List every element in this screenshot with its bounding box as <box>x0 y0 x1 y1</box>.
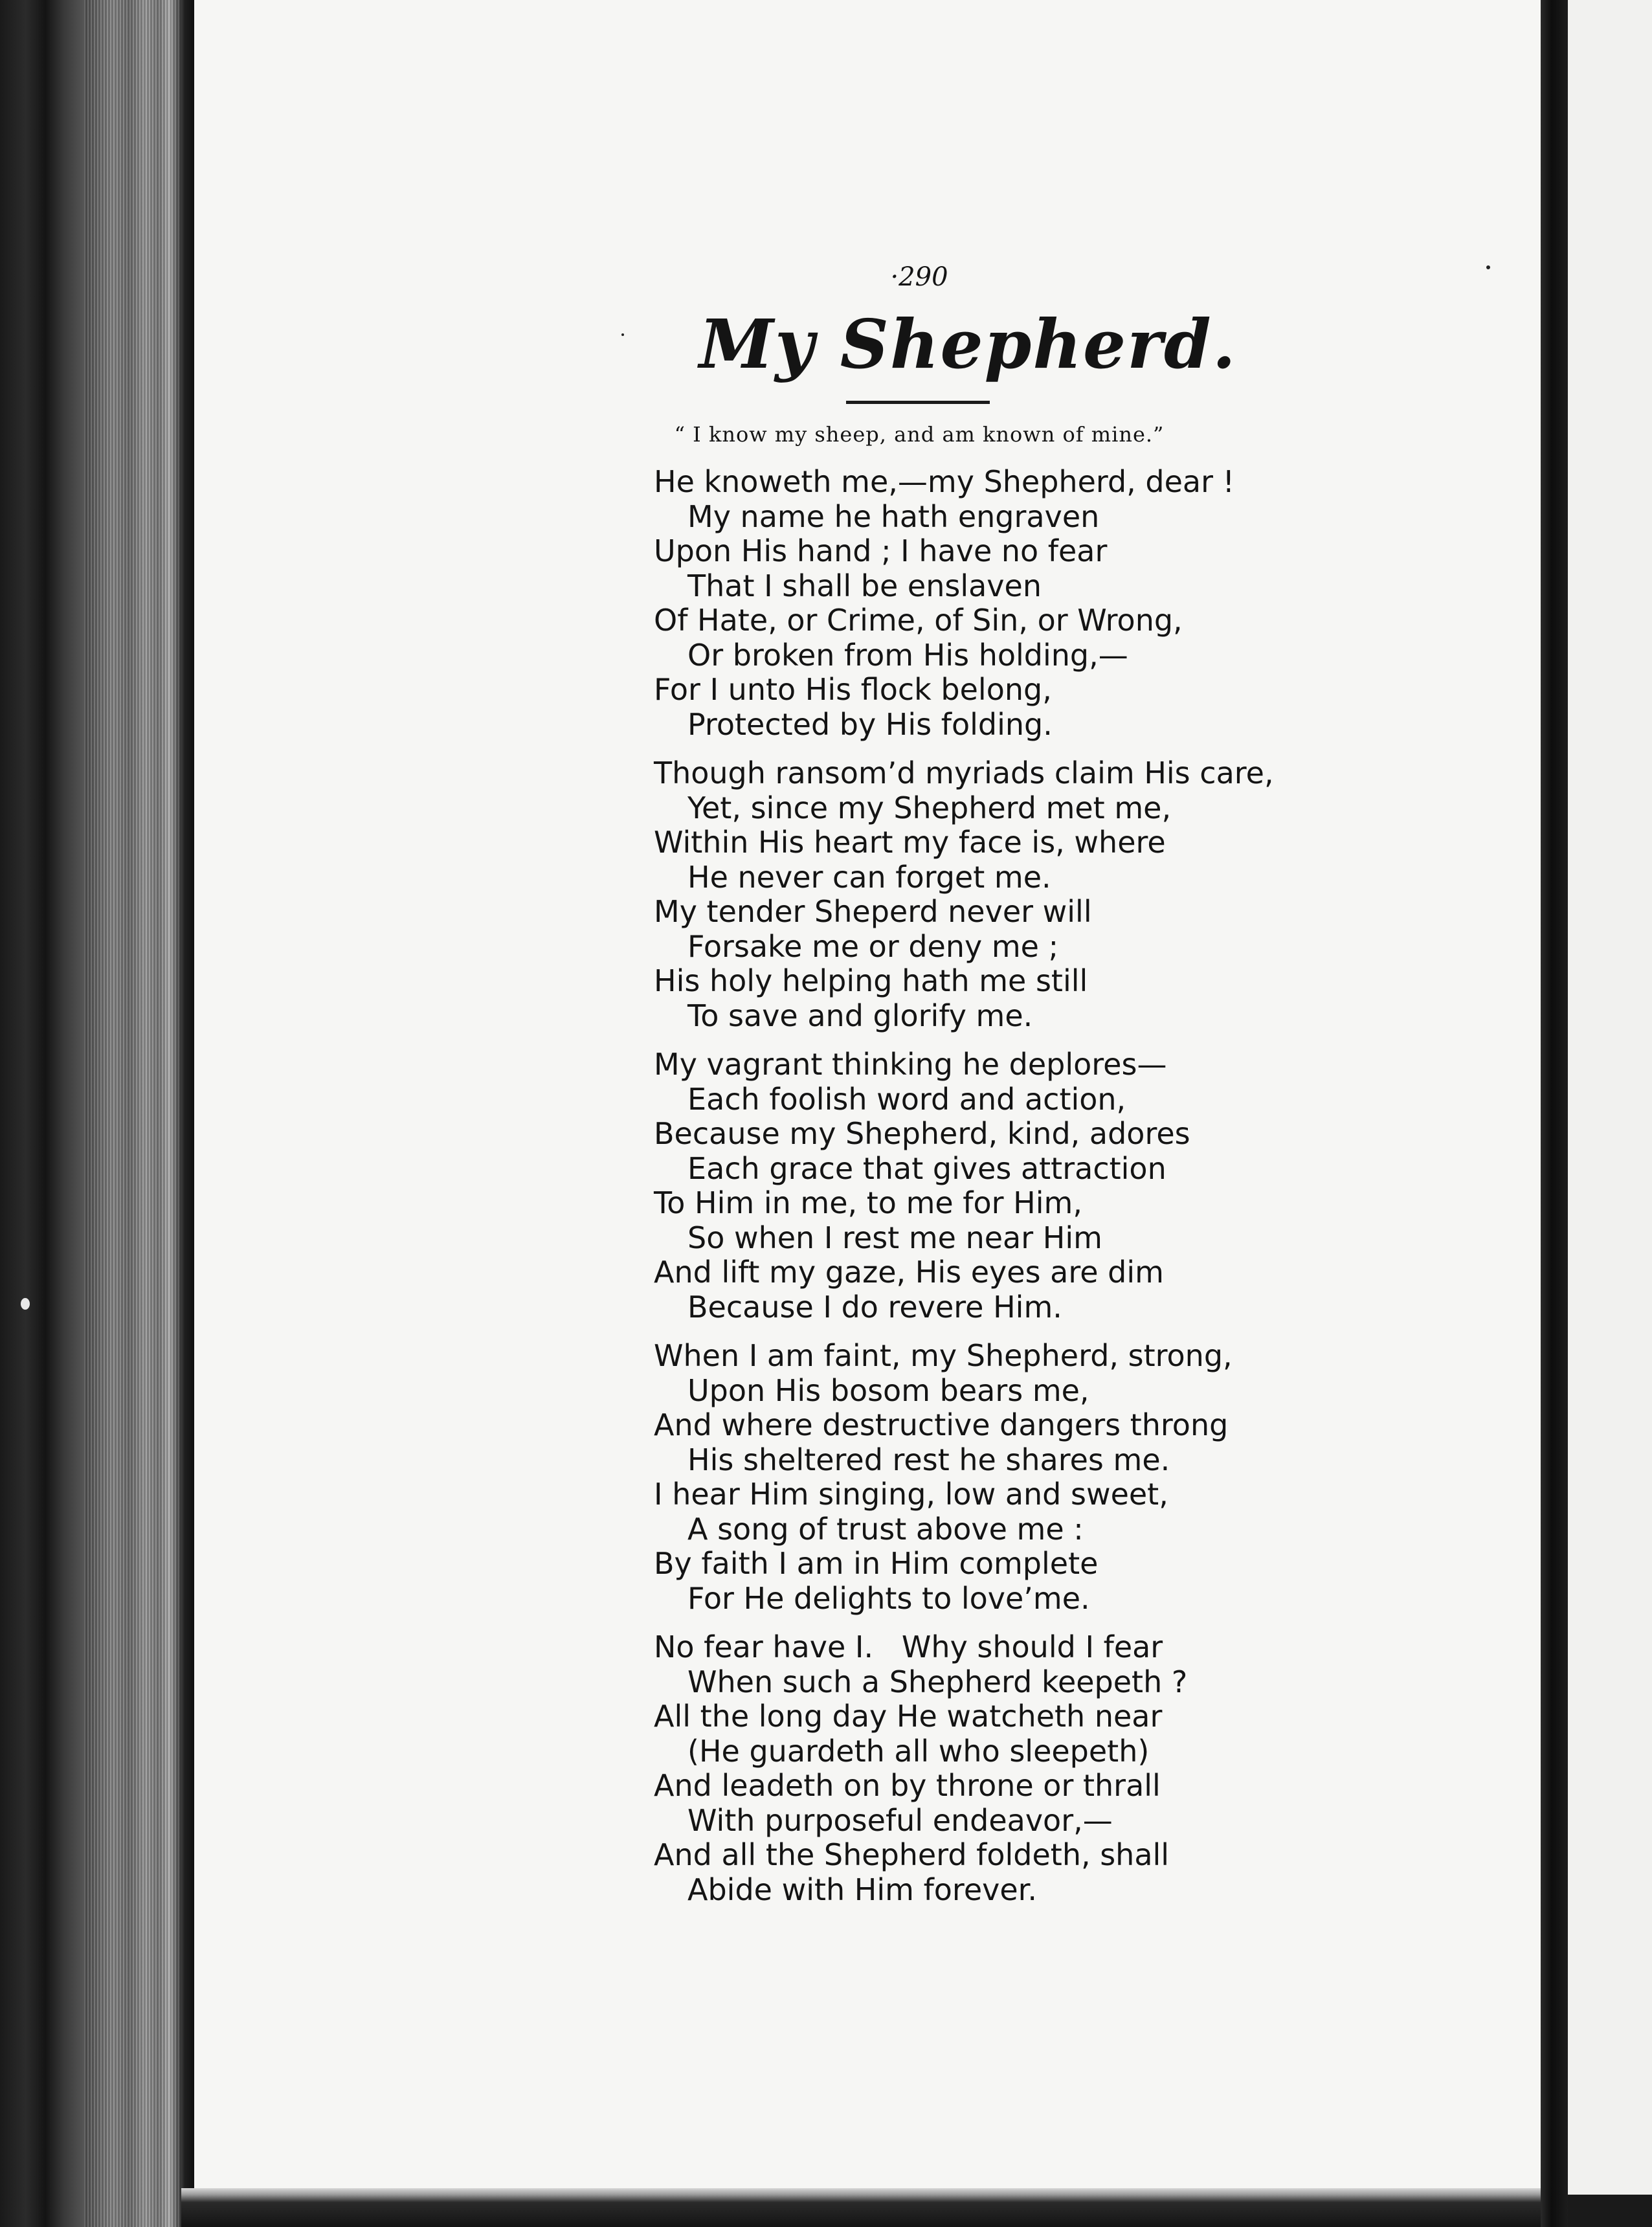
facing-page <box>1568 0 1652 2227</box>
poem-line: And all the Shepherd foldeth, shall <box>654 1837 1170 1872</box>
poem-line: His sheltered rest he shares me. <box>687 1442 1170 1477</box>
stanza-4 <box>654 1339 1301 1616</box>
scan-speck <box>1486 265 1490 269</box>
poem-line: My tender Sheperd never will <box>654 894 1092 929</box>
poem-line: For He delights to love’me. <box>687 1580 1090 1616</box>
poem-line: That I shall be enslaven <box>687 568 1042 603</box>
poem-line: Because my Shepherd, kind, adores <box>654 1116 1190 1151</box>
facing-page-edge <box>1568 2195 1652 2227</box>
poem-line: Each grace that gives attraction <box>687 1150 1166 1186</box>
title-rule <box>846 401 990 404</box>
poem-line: To save and glorify me. <box>687 998 1033 1033</box>
page-number: ·290 <box>890 262 948 292</box>
poem-line: So when I rest me near Him <box>687 1220 1102 1255</box>
stanza-1 <box>654 465 1301 742</box>
scan-speck <box>621 333 624 336</box>
poem-line: A song of trust above me : <box>687 1511 1084 1547</box>
stanza-3 <box>654 1047 1301 1325</box>
stanza-5 <box>654 1630 1301 1907</box>
poem-line: No fear have I. Why should I fear <box>654 1629 1163 1664</box>
poem-line: With purposeful endeavor,— <box>687 1802 1113 1838</box>
poem-line: My vagrant thinking he deplores— <box>654 1047 1167 1082</box>
poem-line: His holy helping hath me still <box>654 963 1088 998</box>
poem-line: Or broken from His holding,— <box>687 637 1128 673</box>
poem-line: Yet, since my Shepherd met me, <box>687 790 1172 825</box>
poem-line: My name he hath engraven <box>687 498 1100 534</box>
poem-line: Though ransom’d myriads claim His care, <box>654 755 1274 790</box>
poem-line: Forsake me or deny me ; <box>687 928 1059 964</box>
poem-line: Each foolish word and action, <box>687 1081 1126 1117</box>
epigraph: “ I know my sheep, and am known of mine.” <box>674 422 1165 447</box>
page-bottom-edge <box>181 2188 1554 2227</box>
poem-line: To Him in me, to me for Him, <box>654 1185 1082 1220</box>
scan-speck <box>21 1298 30 1310</box>
poem-line: (He guardeth all who sleepeth) <box>687 1733 1150 1769</box>
stanza-2 <box>654 756 1301 1033</box>
poem-line: He knoweth me,—my Shepherd, dear ! <box>654 464 1235 499</box>
page-edges <box>84 0 181 2227</box>
poem-line: Of Hate, or Crime, of Sin, or Wrong, <box>654 603 1183 638</box>
book-gutter <box>1541 0 1568 2227</box>
poem-title: My Shepherd. <box>699 304 1237 384</box>
poem-line: And lift my gaze, His eyes are dim <box>654 1255 1164 1290</box>
poem-line: Protected by His folding. <box>687 706 1053 742</box>
poem-line: All the long day He watcheth near <box>654 1699 1163 1734</box>
poem-line: By faith I am in Him complete <box>654 1546 1099 1581</box>
poem-line: When such a Shepherd keepeth ? <box>687 1664 1188 1699</box>
poem-body <box>654 465 1301 1921</box>
poem-line: When I am faint, my Shepherd, strong, <box>654 1338 1233 1373</box>
poem-line: Because I do revere Him. <box>687 1289 1062 1325</box>
poem-line: Upon His hand ; I have no fear <box>654 533 1108 568</box>
poem-line: And where destructive dangers throng <box>654 1407 1229 1442</box>
poem-line: Abide with Him forever. <box>687 1872 1037 1907</box>
poem-line: For I unto His flock belong, <box>654 672 1052 707</box>
poem-line: I hear Him singing, low and sweet, <box>654 1477 1168 1512</box>
poem-line: Upon His bosom bears me, <box>687 1372 1089 1408</box>
poem-line: Within His heart my face is, where <box>654 825 1166 860</box>
poem-line: He never can forget me. <box>687 859 1051 895</box>
poem-line: And leadeth on by throne or thrall <box>654 1768 1161 1803</box>
